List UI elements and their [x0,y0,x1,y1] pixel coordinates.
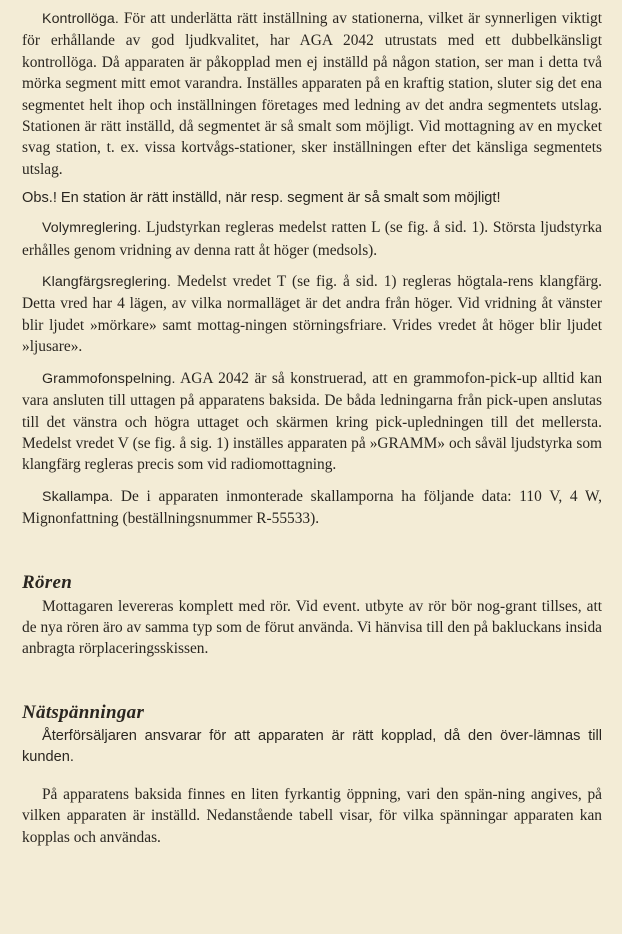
paragraph-kontrolloga [22,8,602,180]
notice-aterforsaljaren: Återförsäljaren ansvarar för att apparaten är rätt kopplad, då den över-lämnas till kunden. [22,727,602,765]
paragraph-natspanningar: På apparatens baksida finnes en liten fyrkantig öppning, vari den spän-ning angives, på vilken apparaten är inställd. Nedanstående tabell visar, för vilka spänningar apparaten kan kopplas och användas. [22,785,602,846]
lead-grammofonspelning: Grammofonspelning. [42,370,176,387]
paragraph-grammofonspelning [22,368,602,476]
text-grammofonspelning: AGA 2042 är så konstruerad, att en grammofon-pick-up alltid kan vara ansluten till uttagen på apparatens baksida. De båda ledningarna från pick-upen anslutas till det vänstra och högra uttaget och skärmen kring pick-upledningen till det mellersta. Medelst vredet V (se fig. å sig. 1) inställes apparaten på »GRAMM» och såväl ljudstyrka som klangfärg regleras precis som vid radiomottagning. [22,369,603,474]
paragraph-klangfargsreglering [22,271,602,358]
lead-volymreglering: Volymreglering. [42,220,142,237]
text-klangfargsreglering: Medelst vredet T (se fig. å sid. 1) regleras högtala-rens klangfärg. Detta vred har 4 lägen, av vilka normalläget är det andra från höger. Vid vridning åt vänster blir ljudet »mörkare» samt mottag-ningen störningsfriare. Vrides vredet åt höger blir ljudet »ljusare». [22,273,602,356]
lead-kontrolloga: Kontrollöga. [42,11,119,27]
lead-klangfargsreglering: Klangfärgsreglering. [42,274,171,291]
text-skallampa: De i apparaten inmonterade skallamporna ha följande data: 110 V, 4 W, Mignonfattning (beställningsnummer R-55533). [22,487,602,528]
text-volymreglering: Ljudstyrkan regleras medelst ratten L (se fig. å sid. 1). Största ljudstyrka erhålles genom vridning av denna ratt åt höger (medsols). [22,219,602,259]
obs-notice: Obs.! En station är rätt inställd, när resp. segment är så smalt som möjligt! [22,190,501,207]
heading-natspanningar: Nätspänningar [22,701,145,723]
text-kontrolloga: För att underlätta rätt inställning av stationerna, vilket är synnerligen viktigt för erhållande av god ljudkvalitet, har AGA 2042 utrustats med ett dubbelkänsligt kontrollöga. Då apparaten är påkopplad men ej inställd på någon station, ser man i detta två mörka segment mitt emot varandra. Inställes apparaten på en kraftig station, sluter sig det ena segmentet helt ihop och inställningen företages med ledning av det andra segmentets utslag. Stationen är rätt inställd, då segmentet är så smalt som möjligt. Vid mottagning av en mycket svag station, t. ex. vissa kortvågs-stationer, sker inställningen efter det känsliga segmentets utslag. [22,10,602,178]
paragraph-roren: Mottagaren levereras komplett med rör. Vid event. utbyte av rör bör nog-grant tillses, att de nya rören äro av samma typ som de förut använda. Vi hänvisa till den på bakluckans insida anbragta rörplaceringsskissen. [22,597,602,658]
paragraph-skallampa [22,486,602,530]
paragraph-volymreglering [22,217,602,261]
lead-skallampa: Skallampa. [42,488,114,505]
heading-roren: Rören [22,571,73,593]
